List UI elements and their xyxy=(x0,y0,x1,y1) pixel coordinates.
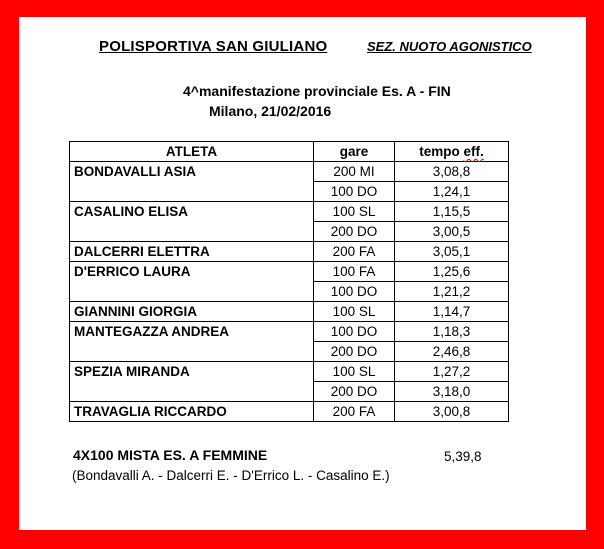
time-cell: 3,05,1 xyxy=(395,242,509,262)
athlete-name: GIANNINI GIORGIA xyxy=(70,302,314,322)
race-cell: 100 SL xyxy=(314,202,395,222)
time-cell: 1,21,2 xyxy=(395,282,509,302)
race-cell: 200 DO xyxy=(314,222,395,242)
table-row xyxy=(70,322,509,342)
time-cell: 3,00,5 xyxy=(395,222,509,242)
header-time xyxy=(395,142,509,162)
time-cell: 1,27,2 xyxy=(395,362,509,382)
time-cell: 1,24,1 xyxy=(395,182,509,202)
table-row xyxy=(70,402,509,422)
race-cell: 100 SL xyxy=(314,362,395,382)
time-cell: 3,18,0 xyxy=(395,382,509,402)
event-place-date: Milano, 21/02/2016 xyxy=(209,103,332,119)
athlete-name: MANTEGAZZA ANDREA xyxy=(70,322,314,362)
time-cell: 1,15,5 xyxy=(395,202,509,222)
race-cell: 100 DO xyxy=(314,282,395,302)
table-row xyxy=(70,202,509,222)
event-title: 4^manifestazione provinciale Es. A - FIN xyxy=(183,83,451,99)
table-row xyxy=(70,262,509,282)
organization-title: POLISPORTIVA SAN GIULIANO xyxy=(99,38,328,55)
race-cell: 200 DO xyxy=(314,382,395,402)
athlete-name: CASALINO ELISA xyxy=(70,202,314,242)
table-row xyxy=(70,302,509,322)
time-cell: 1,25,6 xyxy=(395,262,509,282)
race-cell: 200 FA xyxy=(314,402,395,422)
header-athlete: ATLETA xyxy=(70,142,314,162)
race-cell: 200 MI xyxy=(314,162,395,182)
relay-team: (Bondavalli A. - Dalcerri E. - D'Errico L. - Casalino E.) xyxy=(72,468,390,483)
table-row xyxy=(70,162,509,182)
table-header-row xyxy=(70,142,509,162)
race-cell: 100 DO xyxy=(314,322,395,342)
results-table xyxy=(69,141,509,422)
header-time-abbr: eff. xyxy=(463,144,484,159)
time-cell: 3,00,8 xyxy=(395,402,509,422)
athlete-name: SPEZIA MIRANDA xyxy=(70,362,314,402)
athlete-name: DALCERRI ELETTRA xyxy=(70,242,314,262)
section-subtitle: SEZ. NUOTO AGONISTICO xyxy=(367,39,532,54)
header-race: gare xyxy=(314,142,395,162)
race-cell: 100 SL xyxy=(314,302,395,322)
race-cell: 100 DO xyxy=(314,182,395,202)
time-cell: 2,46,8 xyxy=(395,342,509,362)
race-cell: 100 FA xyxy=(314,262,395,282)
results-body xyxy=(70,162,509,422)
time-cell: 1,14,7 xyxy=(395,302,509,322)
header-time-main: tempo xyxy=(419,144,464,159)
athlete-name: D'ERRICO LAURA xyxy=(70,262,314,302)
race-cell: 200 FA xyxy=(314,242,395,262)
athlete-name: TRAVAGLIA RICCARDO xyxy=(70,402,314,422)
table-row xyxy=(70,242,509,262)
table-row xyxy=(70,362,509,382)
relay-time: 5,39,8 xyxy=(444,449,482,464)
race-cell: 200 DO xyxy=(314,342,395,362)
time-cell: 1,18,3 xyxy=(395,322,509,342)
relay-name: 4X100 MISTA ES. A FEMMINE xyxy=(73,447,268,463)
athlete-name: BONDAVALLI ASIA xyxy=(70,162,314,202)
document-sheet xyxy=(19,17,586,530)
time-cell: 3,08,8 xyxy=(395,162,509,182)
